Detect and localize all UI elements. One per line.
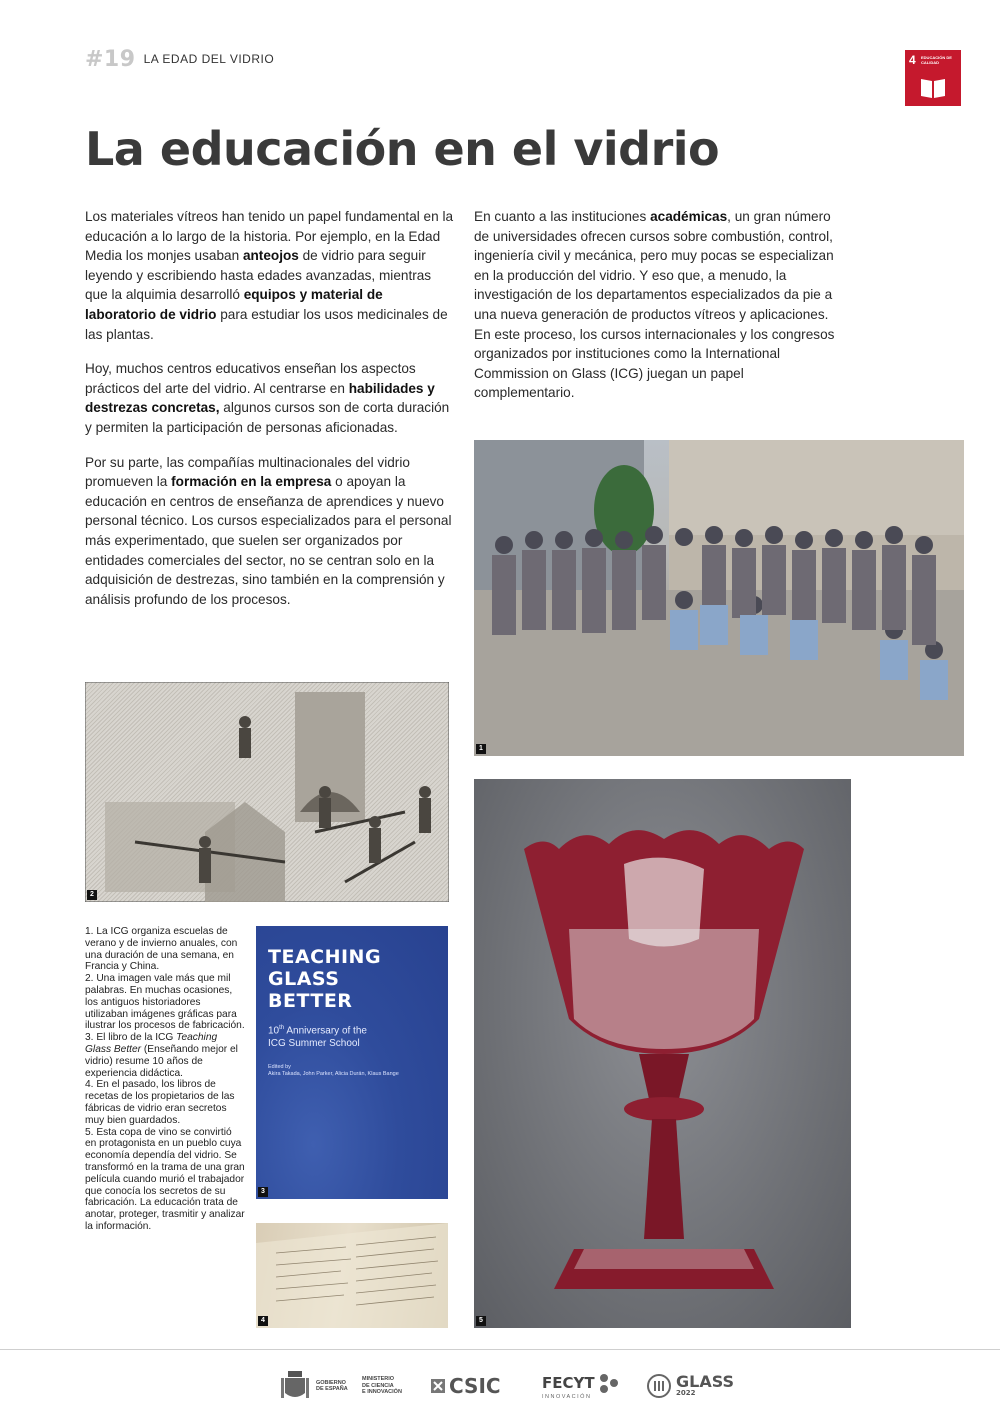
coat-of-arms-icon <box>280 1369 310 1403</box>
book-title: TEACHING GLASS BETTER <box>268 946 382 1012</box>
footer-divider <box>0 1349 1000 1350</box>
caption-1: 1. La ICG organiza escuelas de verano y de invierno anuales, con una duración de una semana, en Francia y China. <box>85 926 238 973</box>
notebook-drawing <box>256 1223 448 1328</box>
sdg-number: 4 <box>909 53 916 67</box>
book-cover <box>256 926 448 1199</box>
group-photo <box>474 440 964 756</box>
book-authors: Edited by Akira Takada, John Parker, Alicia Durán, Klaus Bange <box>268 1064 399 1077</box>
caption-2: 2. Una imagen vale más que mil palabras. En muchas ocasiones, los antiguos historiadores utilizaban imágenes gráficas para ilustrar los procesos de fabricación. <box>85 973 245 1032</box>
book-subtitle: 10th Anniversary of the ICG Summer School <box>268 1025 367 1050</box>
ruby-glass-vase-photo <box>474 779 851 1328</box>
glass-year-logo: GLASS 2022 <box>646 1366 734 1406</box>
sdg-badge <box>905 50 961 106</box>
caption-5: 5. Esta copa de vino se convirtió en protagonista en un pueblo cuya economía dependía del vidrio. Se transformó en la trama de una gran película cuando murió el trabajador que conocía los secretos de su fabricación. La educación trata de anotar, proteger, trasmitir y analizar la información. <box>85 1126 245 1232</box>
engraving-drawing <box>85 682 449 902</box>
page-title: La educación en el vidrio <box>85 122 720 176</box>
caption-4: 4. En el pasado, los libros de recetas de los propietarios de las fábricas de vidrio eran secretos muy bien guardados. <box>85 1079 235 1126</box>
running-header <box>85 46 274 72</box>
csic-emblem-icon <box>430 1378 446 1394</box>
paragraph: Los materiales vítreos han tenido un papel fundamental en la educación a lo largo de la historia. Por ejemplo, en la Edad Media los monjes usaban anteojos de vidrio para seguir leyendo y escribiendo hasta edades avanzadas, mientras que la alquimia desarrolló equipos y material de laboratorio de vidrio para estudiar los usos medicinales de las plantas. <box>85 209 454 342</box>
fecyt-logo: FECYT INNOVACIÓN <box>542 1366 620 1406</box>
right-column <box>474 207 844 418</box>
figure-number: 1 <box>476 744 486 754</box>
paragraph: Por su parte, las compañías multinacionales del vidrio promueven la formación en la empresa o apoyan la educación en centros de enseñanza de aprendices y nuevo personal técnico. Los cursos especializados para el personal más experimentado, que suelen ser organizados por entidades comerciales del sector, no se centran solo en la adquisición de destrezas, sino también en la comprensión y análisis profundo de los procesos. <box>85 454 452 607</box>
paragraph: Hoy, muchos centros educativos enseñan los aspectos prácticos del arte del vidrio. Al centrarse en habilidades y destrezas concretas, algunos cursos son de corta duración y permiten la participación de personas aficionadas. <box>85 361 450 435</box>
figure-number: 3 <box>258 1187 268 1197</box>
csic-logo: CSIC <box>430 1366 501 1406</box>
ministry-logo: MINISTERIO DE CIENCIA E INNOVACIÓN <box>362 1376 402 1396</box>
caption-3: 3. El libro de la ICG Teaching Glass Better (Enseñando mejor el vidrio) resume 10 años de experiencia didáctica. <box>85 1032 238 1079</box>
paragraph: En este proceso, los cursos internacionales y los congresos organizados por instituciones como la International Commission on Glass (ICG) juegan un papel complementario. <box>474 326 835 401</box>
engraving-illustration <box>85 682 449 902</box>
paragraph: En cuanto a las instituciones académicas, un gran número de universidades ofrecen cursos sobre combustión, control, ingeniería civil y mecánica, pero muy pocas se especializan en la producción del vidrio. Y eso que, a menudo, la investigación de los departamentos especializados da pie a una nueva generación de productos vítreos y aplicaciones. <box>474 209 834 322</box>
glass-year-emblem-icon <box>646 1373 672 1399</box>
recipe-notebook-photo <box>256 1223 448 1328</box>
figure-number: 5 <box>476 1316 486 1326</box>
book-title-italic: Teaching Glass Better <box>85 1032 218 1055</box>
section-label: LA EDAD DEL VIDRIO <box>143 52 275 66</box>
group-photo-illustration <box>474 440 964 756</box>
figure-number: 4 <box>258 1316 268 1326</box>
footer-logos <box>0 1366 1000 1406</box>
page-number: #19 <box>85 46 136 72</box>
book-icon <box>919 76 947 100</box>
vase-drawing <box>474 779 851 1328</box>
figure-captions <box>85 926 245 1233</box>
figure-number: 2 <box>87 890 97 900</box>
left-column <box>85 207 455 624</box>
sdg-label: EDUCACIÓN DE CALIDAD <box>921 55 952 65</box>
fecyt-molecule-icon <box>598 1372 620 1394</box>
government-logo: GOBIERNO DE ESPAÑA <box>280 1366 348 1406</box>
